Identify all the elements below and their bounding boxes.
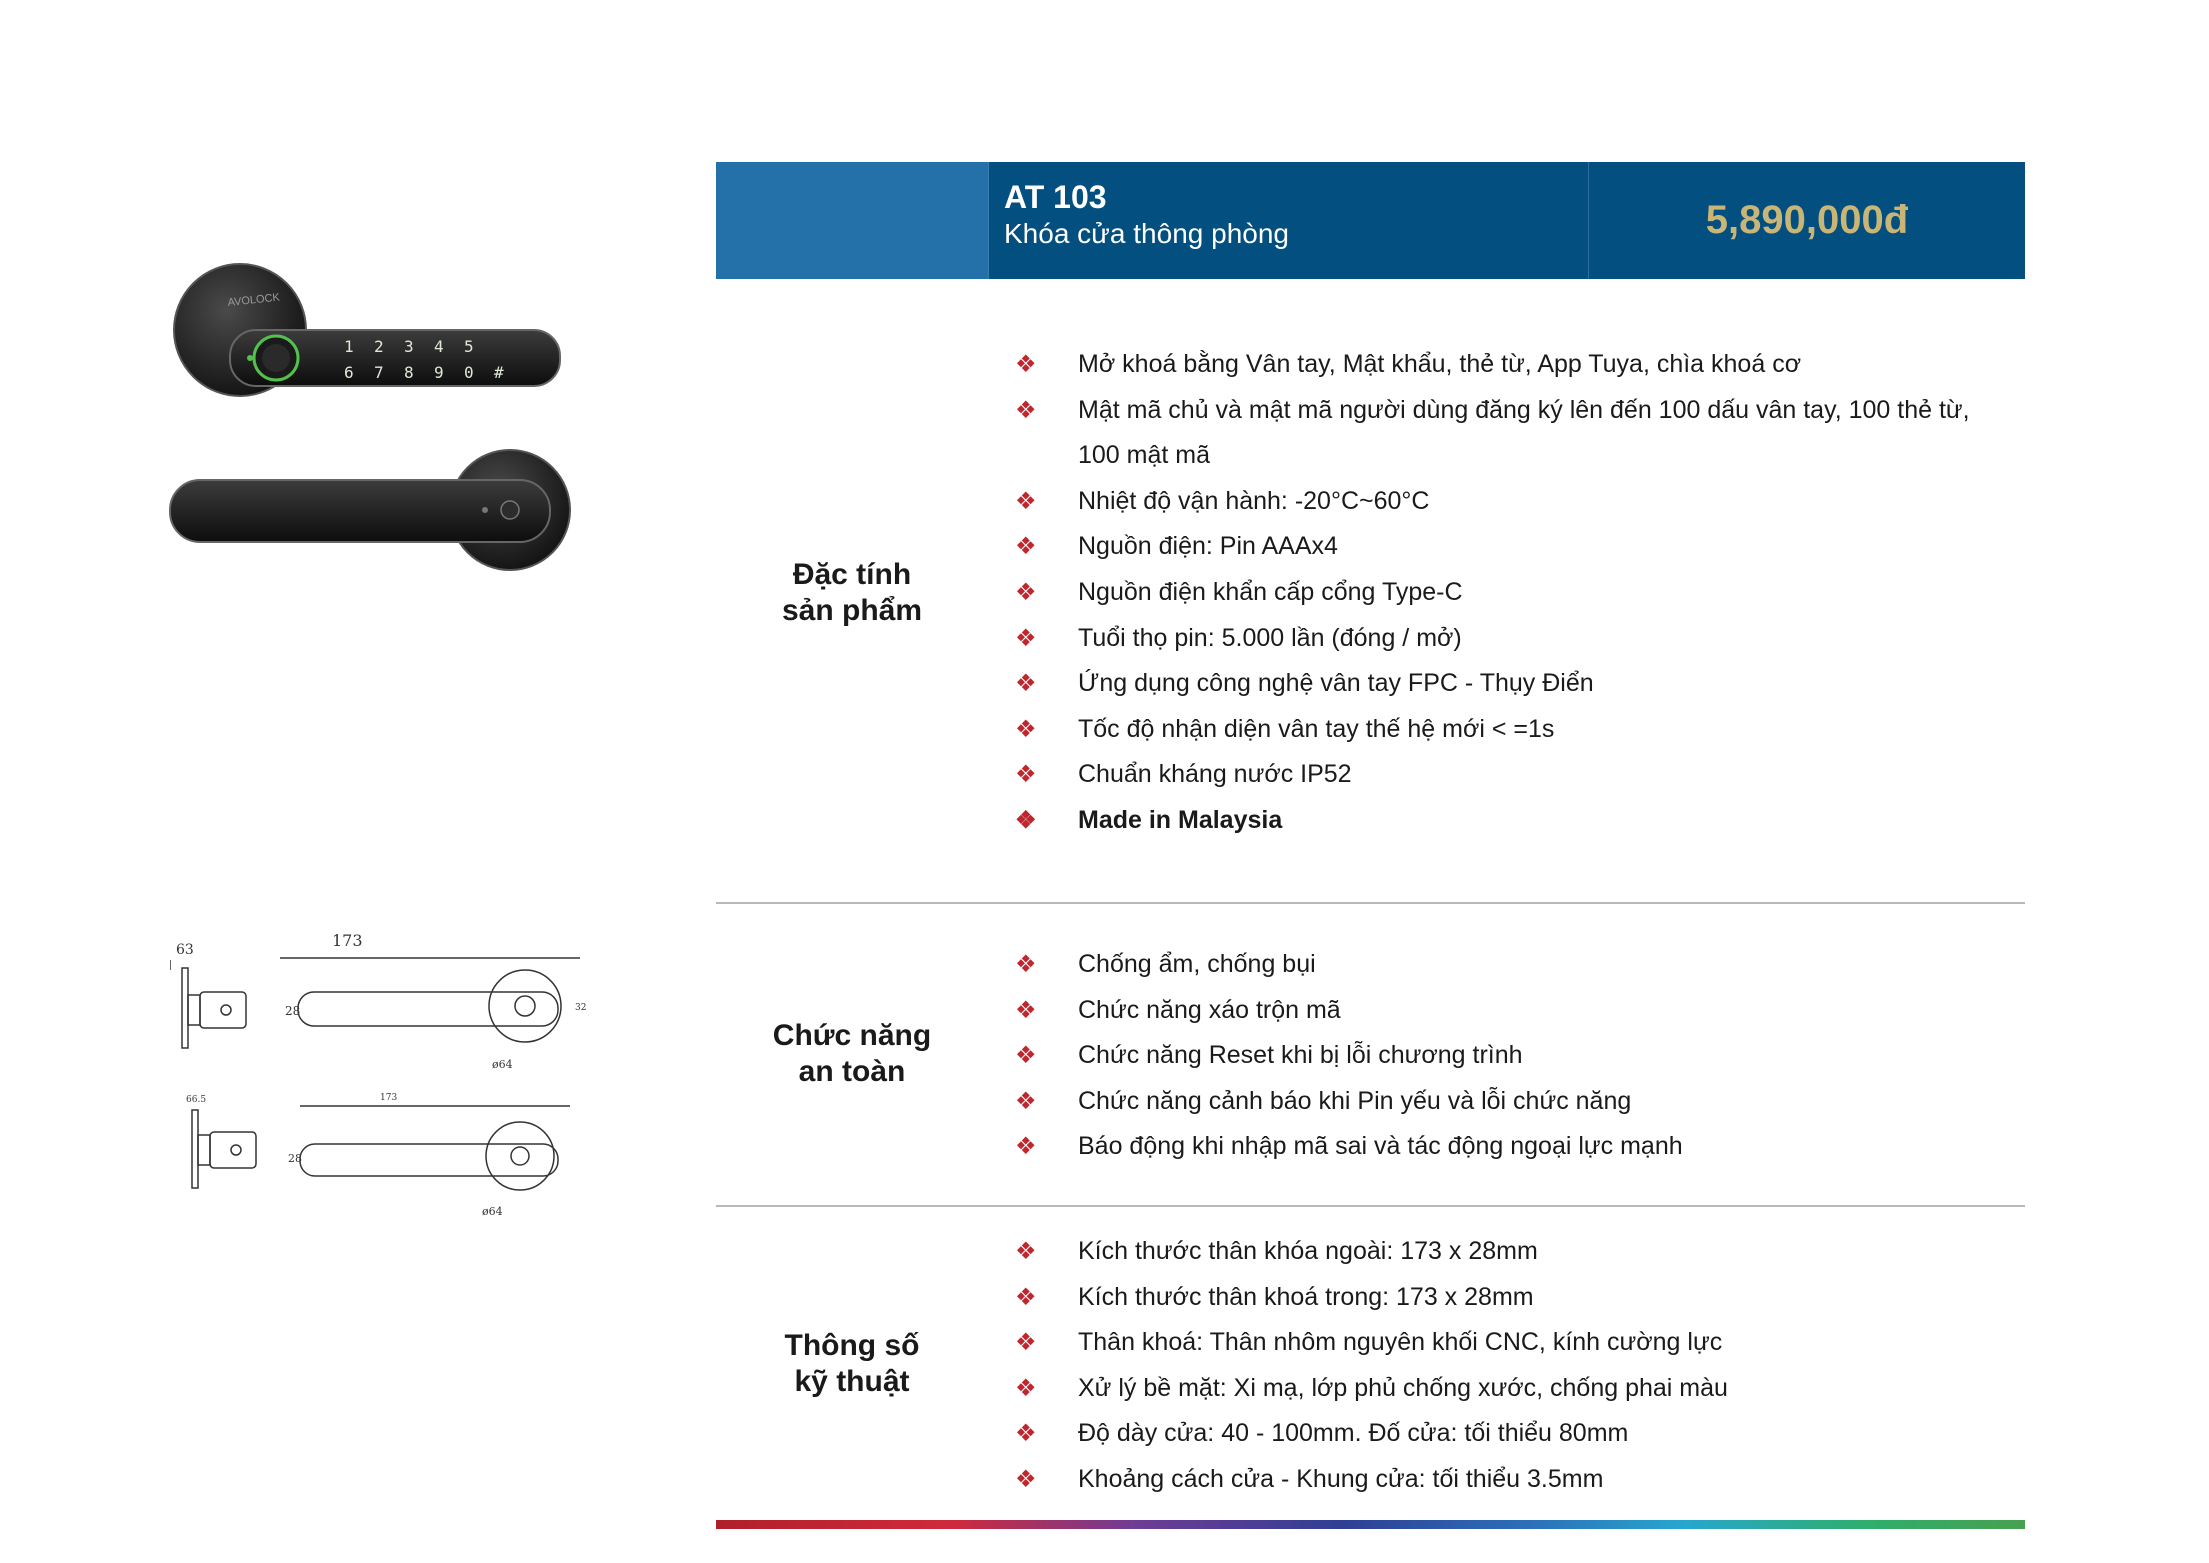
list-item: ❖ Khoảng cách cửa - Khung cửa: tối thiểu 3.5mm bbox=[1010, 1457, 2010, 1503]
keypad-digit: 5 bbox=[464, 337, 474, 356]
model-name: AT 103 bbox=[1004, 179, 1107, 215]
inner-lever bbox=[170, 480, 550, 542]
diamond-bullet-icon: ❖ bbox=[1015, 578, 1037, 606]
diamond-bullet-icon: ❖ bbox=[1015, 806, 1037, 834]
list-item: ❖ Mật mã chủ và mật mã người dùng đăng ký lên đến 100 dấu vân tay, 100 thẻ từ, 100 mật mã bbox=[1010, 388, 2010, 479]
diamond-bullet-icon: ❖ bbox=[1015, 487, 1037, 515]
dim-label: 63 bbox=[176, 942, 194, 958]
diamond-bullet-icon: ❖ bbox=[1015, 351, 1037, 378]
header-accent-block bbox=[716, 162, 988, 279]
diamond-bullet-icon: ❖ bbox=[1015, 1465, 1037, 1493]
section-divider bbox=[716, 1205, 2025, 1207]
keypad-digit: 0 bbox=[464, 363, 474, 382]
dim-label: ø64 bbox=[492, 1058, 513, 1071]
list-item: ❖ Nhiệt độ vận hành: -20°C~60°C bbox=[1010, 479, 2010, 525]
product-header bbox=[716, 162, 2025, 279]
product-subtitle: Khóa cửa thông phòng bbox=[1004, 218, 1289, 249]
keypad-digit: # bbox=[494, 363, 504, 382]
dim-label: 66.5 bbox=[186, 1095, 207, 1105]
list-item: ❖ Kích thước thân khoá trong: 173 x 28mm bbox=[1010, 1275, 2010, 1321]
diamond-bullet-icon: ❖ bbox=[1015, 396, 1037, 424]
diamond-bullet-icon: ❖ bbox=[1015, 670, 1037, 698]
list-item: ❖ Chức năng Reset khi bị lỗi chương trình bbox=[1010, 1033, 2010, 1079]
feature-list-features bbox=[1010, 342, 2010, 844]
list-item: ❖ Chức năng xáo trộn mã bbox=[1010, 988, 2010, 1034]
diamond-bullet-icon: ❖ bbox=[1015, 715, 1037, 743]
list-item: ❖ Tuổi thọ pin: 5.000 lần (đóng / mở) bbox=[1010, 616, 2010, 662]
list-item: ❖ Xử lý bề mặt: Xi mạ, lớp phủ chống xước, chống phai màu bbox=[1010, 1366, 2010, 1412]
keypad-digit: 4 bbox=[434, 337, 444, 356]
keypad-digit: 3 bbox=[404, 337, 414, 356]
diamond-bullet-icon: ❖ bbox=[1015, 761, 1037, 789]
list-item: ❖ Thân khoá: Thân nhôm nguyên khối CNC, kính cường lực bbox=[1010, 1320, 2010, 1366]
brand-logo: AVOLOCK bbox=[227, 291, 281, 309]
list-item: ❖ Nguồn điện: Pin AAAx4 bbox=[1010, 524, 2010, 570]
dim-label: 173 bbox=[332, 931, 363, 950]
diamond-bullet-icon: ❖ bbox=[1015, 1420, 1037, 1448]
list-item: ❖ Tốc độ nhận diện vân tay thế hệ mới < =1s bbox=[1010, 707, 2010, 753]
header-title-block bbox=[988, 162, 1589, 279]
list-item: ❖ Kích thước thân khóa ngoài: 173 x 28mm bbox=[1010, 1229, 2010, 1275]
keypad-digit: 1 bbox=[344, 337, 354, 356]
list-item: ❖ Độ dày cửa: 40 - 100mm. Đố cửa: tối thiểu 80mm bbox=[1010, 1411, 2010, 1457]
diamond-bullet-icon: ❖ bbox=[1015, 951, 1037, 978]
diamond-bullet-icon: ❖ bbox=[1015, 996, 1037, 1024]
list-item-origin: ❖ Made in Malaysia bbox=[1010, 798, 2010, 844]
diamond-bullet-icon: ❖ bbox=[1015, 1087, 1037, 1115]
keypad-digit: 7 bbox=[374, 363, 384, 382]
list-item: ❖ Chống ẩm, chống bụi bbox=[1010, 942, 2010, 988]
product-photo bbox=[160, 260, 580, 620]
feature-list-safety bbox=[1010, 942, 2010, 1170]
diamond-bullet-icon: ❖ bbox=[1015, 1238, 1037, 1265]
diamond-bullet-icon: ❖ bbox=[1015, 1133, 1037, 1161]
dim-label: ø64 bbox=[482, 1205, 503, 1218]
dim-label: 32 bbox=[575, 1003, 587, 1013]
diamond-bullet-icon: ❖ bbox=[1015, 1283, 1037, 1311]
price: 5,890,000đ bbox=[1705, 198, 1909, 242]
keypad-digit: 8 bbox=[404, 363, 414, 382]
list-item: ❖ Nguồn điện khẩn cấp cổng Type-C bbox=[1010, 570, 2010, 616]
diamond-bullet-icon: ❖ bbox=[1015, 533, 1037, 561]
technical-drawing bbox=[170, 930, 600, 1230]
list-item: ❖ Mở khoá bằng Vân tay, Mật khẩu, thẻ từ, App Tuya, chìa khoá cơ bbox=[1010, 342, 2010, 388]
diamond-bullet-icon: ❖ bbox=[1015, 1329, 1037, 1357]
dim-label: 28 bbox=[285, 1004, 301, 1018]
section-label-safety: Chức năng an toàn bbox=[772, 1019, 932, 1088]
list-item: ❖ Chuẩn kháng nước IP52 bbox=[1010, 752, 2010, 798]
keypad-digit: 2 bbox=[374, 337, 384, 356]
list-item: ❖ Ứng dụng công nghệ vân tay FPC - Thụy Điển bbox=[1010, 661, 2010, 707]
diamond-bullet-icon: ❖ bbox=[1015, 1374, 1037, 1402]
section-label-specs: Thông số kỹ thuật bbox=[784, 1329, 920, 1398]
section-divider bbox=[716, 902, 2025, 904]
feature-list-specs bbox=[1010, 1229, 2010, 1503]
header-price-block bbox=[1589, 162, 2025, 279]
footer-color-bar bbox=[716, 1520, 2025, 1529]
list-item: ❖ Báo động khi nhập mã sai và tác động ngoại lực mạnh bbox=[1010, 1124, 2010, 1170]
dim-label: 28 bbox=[288, 1152, 302, 1165]
keypad-digit: 9 bbox=[434, 363, 444, 382]
inner-button bbox=[501, 501, 519, 519]
keypad-digit: 6 bbox=[344, 363, 354, 382]
section-label-features: Đặc tính sản phẩm bbox=[781, 558, 923, 627]
diamond-bullet-icon: ❖ bbox=[1015, 1042, 1037, 1070]
list-item: ❖ Chức năng cảnh báo khi Pin yếu và lỗi chức năng bbox=[1010, 1079, 2010, 1125]
dim-label: 173 bbox=[380, 1093, 398, 1103]
diamond-bullet-icon: ❖ bbox=[1015, 624, 1037, 652]
